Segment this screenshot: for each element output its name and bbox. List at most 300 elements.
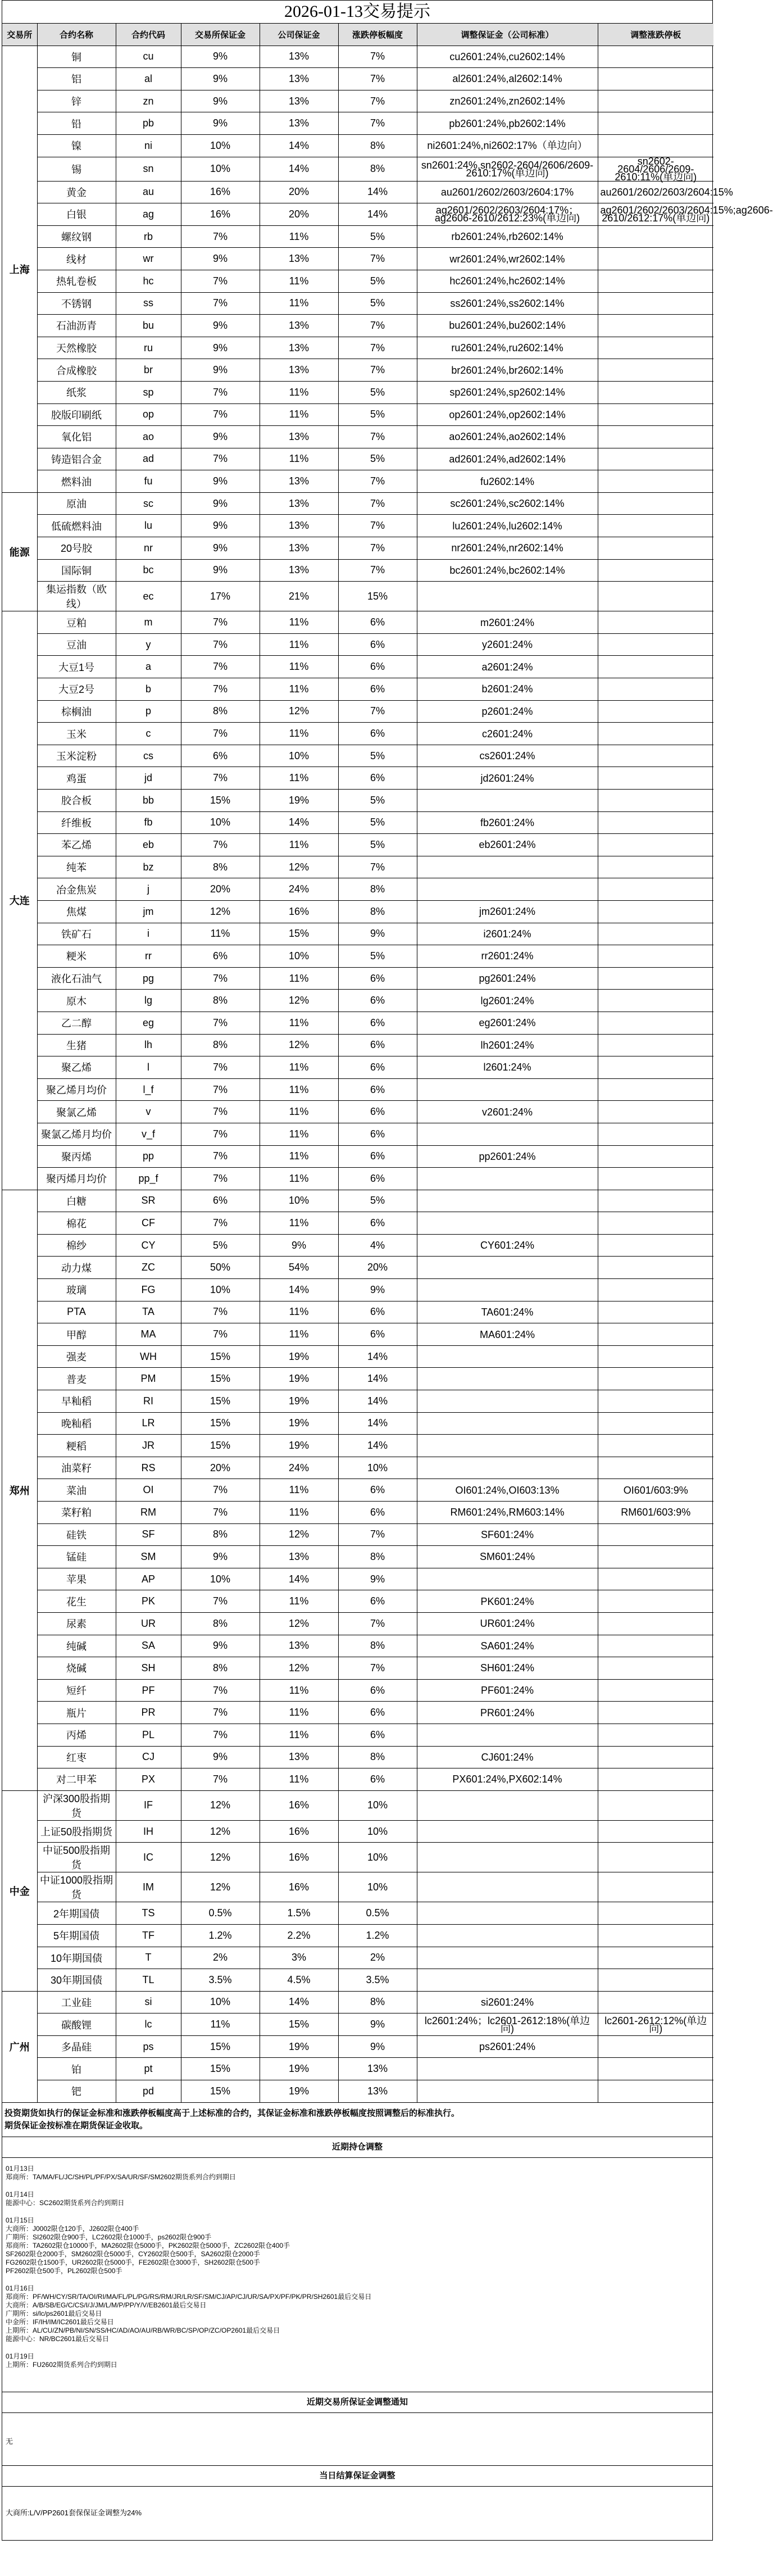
exchange-margin: 10% bbox=[181, 157, 260, 181]
company-margin: 4.5% bbox=[260, 1969, 338, 1992]
contract-code: v_f bbox=[116, 1123, 181, 1145]
margin-adjust bbox=[417, 1412, 598, 1435]
price-limit: 14% bbox=[338, 1435, 417, 1457]
price-limit: 6% bbox=[338, 723, 417, 745]
exchange-margin: 20% bbox=[181, 878, 260, 901]
exchange-cell: 能源 bbox=[2, 492, 37, 611]
exchange-margin: 7% bbox=[181, 1679, 260, 1702]
exchange-margin: 7% bbox=[181, 1078, 260, 1101]
company-margin: 13% bbox=[260, 359, 338, 382]
margin-adjust: lc2601:24%；lc2601-2612:18%(单边向) bbox=[417, 2013, 598, 2036]
limit-adjust bbox=[598, 1435, 713, 1457]
table-row bbox=[2, 1212, 713, 1235]
contract-name: 合成橡胶 bbox=[37, 359, 116, 382]
contract-name: 乙二醇 bbox=[37, 1012, 116, 1034]
contract-name: 纸浆 bbox=[37, 381, 116, 403]
table-row bbox=[2, 359, 713, 382]
exchange-margin: 3.5% bbox=[181, 1969, 260, 1992]
contract-code: lh bbox=[116, 1034, 181, 1056]
table-row bbox=[2, 700, 713, 723]
table-row bbox=[2, 678, 713, 701]
company-margin: 3% bbox=[260, 1947, 338, 1969]
company-margin: 11% bbox=[260, 1590, 338, 1613]
limit-adjust bbox=[598, 1902, 713, 1925]
margin-adjust: m2601:24% bbox=[417, 611, 598, 634]
company-margin: 11% bbox=[260, 292, 338, 315]
contract-code: TS bbox=[116, 1902, 181, 1925]
price-limit: 5% bbox=[338, 834, 417, 856]
company-margin: 13% bbox=[260, 1635, 338, 1657]
limit-adjust: RM601/603:9% bbox=[598, 1502, 713, 1524]
contract-code: eg bbox=[116, 1012, 181, 1034]
contract-code: bz bbox=[116, 856, 181, 878]
exchange-cell: 中金 bbox=[2, 1790, 37, 1991]
limit-adjust bbox=[598, 112, 713, 135]
contract-name: 生猪 bbox=[37, 1034, 116, 1056]
table-row bbox=[2, 403, 713, 426]
contract-name: PTA bbox=[37, 1301, 116, 1323]
table-row bbox=[2, 337, 713, 359]
company-margin: 13% bbox=[260, 1746, 338, 1768]
table-row bbox=[2, 1820, 713, 1843]
contract-code: b bbox=[116, 678, 181, 701]
recent-line: 上期所：AL/CU/ZN/PB/NI/SN/SS/HC/AD/AO/AU/RB/WR/BC/SP/OP/ZC/OP2601最后交易日 bbox=[6, 2326, 280, 2334]
price-limit: 14% bbox=[338, 1390, 417, 1413]
company-margin: 12% bbox=[260, 1612, 338, 1635]
limit-adjust bbox=[598, 270, 713, 292]
recent-line: 郑商所：TA/MA/FL/JC/SH/PL/PF/PX/SA/UR/SF/SM2602期货系列合约到期日 bbox=[6, 2173, 236, 2181]
exchange-margin: 9% bbox=[181, 492, 260, 515]
contract-name: 聚丙烯月均价 bbox=[37, 1168, 116, 1190]
table-row bbox=[2, 1768, 713, 1791]
exchange-margin: 9% bbox=[181, 90, 260, 112]
price-limit: 8% bbox=[338, 1546, 417, 1568]
price-limit: 5% bbox=[338, 745, 417, 767]
price-limit: 6% bbox=[338, 1212, 417, 1235]
recent-line: 中金所：IF/IH/IM/IC2601最后交易日 bbox=[6, 2318, 114, 2326]
limit-adjust: sn2602-2604/2606/2609-2610:11%(单边向) bbox=[598, 157, 713, 181]
margin-adjust bbox=[417, 1345, 598, 1368]
contract-code: PM bbox=[116, 1368, 181, 1390]
recent-line: 大商所：J0002限仓120手，J2602限仓400手 bbox=[6, 2224, 139, 2233]
price-limit: 7% bbox=[338, 559, 417, 582]
contract-code: eb bbox=[116, 834, 181, 856]
company-margin: 10% bbox=[260, 745, 338, 767]
contract-name: 沪深300股指期货 bbox=[37, 1790, 116, 1820]
recent-group bbox=[6, 2284, 709, 2343]
exchange-margin: 12% bbox=[181, 1872, 260, 1902]
price-limit: 5% bbox=[338, 448, 417, 470]
exchange-margin: 9% bbox=[181, 68, 260, 90]
contract-code: RM bbox=[116, 1502, 181, 1524]
margin-adjust: SH601:24% bbox=[417, 1657, 598, 1680]
limit-adjust bbox=[598, 1635, 713, 1657]
contract-name: 短纤 bbox=[37, 1679, 116, 1702]
company-margin: 14% bbox=[260, 157, 338, 181]
contract-code: i bbox=[116, 923, 181, 945]
recent-line: 广期所：si/lc/ps2601最后交易日 bbox=[6, 2309, 102, 2318]
table-row bbox=[2, 248, 713, 270]
table-row bbox=[2, 1502, 713, 1524]
company-margin: 14% bbox=[260, 811, 338, 834]
contract-name: 花生 bbox=[37, 1590, 116, 1613]
margin-adjust: v2601:24% bbox=[417, 1101, 598, 1123]
company-margin: 13% bbox=[260, 470, 338, 493]
limit-adjust bbox=[598, 900, 713, 923]
contract-name: 豆粕 bbox=[37, 611, 116, 634]
limit-adjust bbox=[598, 426, 713, 448]
exchange-margin: 15% bbox=[181, 790, 260, 812]
limit-adjust bbox=[598, 1301, 713, 1323]
price-limit: 6% bbox=[338, 1123, 417, 1145]
limit-adjust bbox=[598, 559, 713, 582]
price-limit: 14% bbox=[338, 1368, 417, 1390]
table-row bbox=[2, 1234, 713, 1257]
limit-adjust bbox=[598, 1390, 713, 1413]
exchange-margin: 15% bbox=[181, 2080, 260, 2103]
price-limit: 6% bbox=[338, 1168, 417, 1190]
margin-adjust: lu2601:24%,lu2602:14% bbox=[417, 515, 598, 537]
contract-name: 液化石油气 bbox=[37, 967, 116, 990]
exchange-margin: 7% bbox=[181, 1323, 260, 1346]
exchange-margin: 5% bbox=[181, 1234, 260, 1257]
price-limit: 14% bbox=[338, 1345, 417, 1368]
contract-code: RI bbox=[116, 1390, 181, 1413]
table-row bbox=[2, 878, 713, 901]
contract-code: IM bbox=[116, 1872, 181, 1902]
limit-adjust bbox=[598, 1991, 713, 2013]
today-adjust-title: 当日结算保证金调整 bbox=[2, 2466, 712, 2487]
contract-code: PF bbox=[116, 1679, 181, 1702]
limit-adjust bbox=[598, 967, 713, 990]
limit-adjust bbox=[598, 1546, 713, 1568]
contract-code: SM bbox=[116, 1546, 181, 1568]
price-limit: 14% bbox=[338, 181, 417, 203]
margin-adjust: PX601:24%,PX602:14% bbox=[417, 1768, 598, 1791]
margin-adjust bbox=[417, 1368, 598, 1390]
price-limit: 5% bbox=[338, 790, 417, 812]
price-limit: 0.5% bbox=[338, 1902, 417, 1925]
margin-adjust bbox=[417, 878, 598, 901]
contract-code: T bbox=[116, 1947, 181, 1969]
company-margin: 19% bbox=[260, 2080, 338, 2103]
exchange-margin: 10% bbox=[181, 134, 260, 157]
price-limit: 13% bbox=[338, 2080, 417, 2103]
margin-adjust: RM601:24%,RM603:14% bbox=[417, 1502, 598, 1524]
contract-code: sp bbox=[116, 381, 181, 403]
margin-adjust: ad2601:24%,ad2602:14% bbox=[417, 448, 598, 470]
price-limit: 9% bbox=[338, 2013, 417, 2036]
exchange-margin: 11% bbox=[181, 2013, 260, 2036]
price-limit: 10% bbox=[338, 1790, 417, 1820]
margin-adjust: lh2601:24% bbox=[417, 1034, 598, 1056]
price-limit: 8% bbox=[338, 1635, 417, 1657]
limit-adjust bbox=[598, 1368, 713, 1390]
price-limit: 7% bbox=[338, 856, 417, 878]
contract-code: a bbox=[116, 656, 181, 678]
exchange-margin: 7% bbox=[181, 403, 260, 426]
limit-adjust bbox=[598, 1190, 713, 1212]
recent-line: 上期所：FU2602期货系列合约到期日 bbox=[6, 2360, 117, 2369]
exchange-cell: 广州 bbox=[2, 1991, 37, 2102]
exchange-margin: 7% bbox=[181, 270, 260, 292]
company-margin: 1.5% bbox=[260, 1902, 338, 1925]
company-margin: 13% bbox=[260, 90, 338, 112]
margin-adjust bbox=[417, 2080, 598, 2103]
table-row bbox=[2, 1012, 713, 1034]
margin-adjust bbox=[417, 1790, 598, 1820]
recent-adjust-list bbox=[2, 2158, 712, 2392]
price-limit: 6% bbox=[338, 1056, 417, 1079]
price-limit: 9% bbox=[338, 1279, 417, 1301]
contract-code: TL bbox=[116, 1969, 181, 1992]
limit-adjust bbox=[598, 1612, 713, 1635]
company-margin: 11% bbox=[260, 1056, 338, 1079]
contract-code: pp bbox=[116, 1145, 181, 1168]
exchange-margin: 9% bbox=[181, 315, 260, 337]
exchange-margin: 12% bbox=[181, 1790, 260, 1820]
contract-name: 豆油 bbox=[37, 633, 116, 656]
limit-adjust bbox=[598, 1101, 713, 1123]
margin-adjust: eb2601:24% bbox=[417, 834, 598, 856]
table-row bbox=[2, 515, 713, 537]
company-margin: 11% bbox=[260, 767, 338, 790]
price-limit: 6% bbox=[338, 633, 417, 656]
company-margin: 11% bbox=[260, 381, 338, 403]
company-margin: 11% bbox=[260, 1323, 338, 1346]
price-limit: 7% bbox=[338, 1523, 417, 1546]
margin-adjust: PF601:24% bbox=[417, 1679, 598, 1702]
table-row bbox=[2, 1145, 713, 1168]
company-margin: 21% bbox=[260, 582, 338, 611]
contract-code: pp_f bbox=[116, 1168, 181, 1190]
exchange-margin: 7% bbox=[181, 381, 260, 403]
contract-name: 红枣 bbox=[37, 1746, 116, 1768]
contract-code: fb bbox=[116, 811, 181, 834]
exchange-margin: 6% bbox=[181, 745, 260, 767]
price-limit: 7% bbox=[338, 537, 417, 560]
contract-code: WH bbox=[116, 1345, 181, 1368]
company-margin: 11% bbox=[260, 1123, 338, 1145]
contract-code: ps bbox=[116, 2035, 181, 2058]
recent-line: 郑商所：PF/WH/CY/SR/TA/OI/RI/MA/FL/PL/PG/RS/RM/JR/LR/SF/SM/CJ/AP/CJ/UR/SA/PX/PF/PK/PR/SH2601最后交易日 bbox=[6, 2292, 372, 2301]
price-limit: 7% bbox=[338, 426, 417, 448]
margin-adjust: lg2601:24% bbox=[417, 990, 598, 1012]
exchange-margin: 7% bbox=[181, 834, 260, 856]
contract-code: lu bbox=[116, 515, 181, 537]
table-row bbox=[2, 1724, 713, 1746]
company-margin: 11% bbox=[260, 1212, 338, 1235]
company-margin: 11% bbox=[260, 1479, 338, 1502]
limit-adjust bbox=[598, 1947, 713, 1969]
recent-group bbox=[6, 2165, 709, 2182]
table-row bbox=[2, 1991, 713, 2013]
price-limit: 7% bbox=[338, 1657, 417, 1680]
company-margin: 15% bbox=[260, 923, 338, 945]
exchange-margin: 7% bbox=[181, 1768, 260, 1791]
margin-adjust: cs2601:24% bbox=[417, 745, 598, 767]
price-limit: 14% bbox=[338, 1412, 417, 1435]
table-row bbox=[2, 856, 713, 878]
company-margin: 12% bbox=[260, 1034, 338, 1056]
company-margin: 16% bbox=[260, 1790, 338, 1820]
company-margin: 14% bbox=[260, 1568, 338, 1590]
margin-adjust: pg2601:24% bbox=[417, 967, 598, 990]
price-limit: 7% bbox=[338, 492, 417, 515]
table-row bbox=[2, 1523, 713, 1546]
exchange-margin: 7% bbox=[181, 723, 260, 745]
recent-group bbox=[6, 2190, 709, 2207]
company-margin: 11% bbox=[260, 656, 338, 678]
limit-adjust bbox=[598, 292, 713, 315]
limit-adjust bbox=[598, 1843, 713, 1872]
limit-adjust bbox=[598, 1724, 713, 1746]
contract-code: IC bbox=[116, 1843, 181, 1872]
contract-code: rr bbox=[116, 945, 181, 968]
contract-name: 天然橡胶 bbox=[37, 337, 116, 359]
contract-name: 玉米淀粉 bbox=[37, 745, 116, 767]
price-limit: 6% bbox=[338, 656, 417, 678]
table-row bbox=[2, 90, 713, 112]
contract-name: 铜 bbox=[37, 46, 116, 68]
exchange-margin: 0.5% bbox=[181, 1902, 260, 1925]
exchange-margin: 7% bbox=[181, 1123, 260, 1145]
margin-adjust: MA601:24% bbox=[417, 1323, 598, 1346]
exchange-margin: 15% bbox=[181, 1435, 260, 1457]
price-limit: 6% bbox=[338, 1724, 417, 1746]
price-limit: 7% bbox=[338, 470, 417, 493]
exchange-cell: 郑州 bbox=[2, 1190, 37, 1790]
exchange-margin: 7% bbox=[181, 1012, 260, 1034]
company-margin: 19% bbox=[260, 790, 338, 812]
exchange-margin: 7% bbox=[181, 1145, 260, 1168]
company-margin: 14% bbox=[260, 1991, 338, 2013]
contract-name: 黄金 bbox=[37, 181, 116, 203]
contract-code: PL bbox=[116, 1724, 181, 1746]
margin-adjust: PK601:24% bbox=[417, 1590, 598, 1613]
limit-adjust bbox=[598, 515, 713, 537]
contract-code: TA bbox=[116, 1301, 181, 1323]
exchange-margin: 8% bbox=[181, 700, 260, 723]
limit-adjust bbox=[598, 1412, 713, 1435]
margin-adjust: fb2601:24% bbox=[417, 811, 598, 834]
exchange-margin: 8% bbox=[181, 1612, 260, 1635]
limit-adjust bbox=[598, 1078, 713, 1101]
col-header: 公司保证金 bbox=[260, 24, 338, 46]
price-limit: 10% bbox=[338, 1872, 417, 1902]
table-row bbox=[2, 723, 713, 745]
table-row bbox=[2, 2080, 713, 2103]
contract-name: 低硫燃料油 bbox=[37, 515, 116, 537]
contract-code: zn bbox=[116, 90, 181, 112]
company-margin: 16% bbox=[260, 1872, 338, 1902]
contract-code: PX bbox=[116, 1768, 181, 1791]
limit-adjust bbox=[598, 1523, 713, 1546]
margin-adjust: sn2601:24%,sn2602-2604/2606/2609-2610:17%(单边向) bbox=[417, 157, 598, 181]
price-limit: 6% bbox=[338, 1590, 417, 1613]
contract-code: p bbox=[116, 700, 181, 723]
table-row bbox=[2, 1257, 713, 1279]
contract-name: 中证1000股指期货 bbox=[37, 1872, 116, 1902]
contract-name: 鸡蛋 bbox=[37, 767, 116, 790]
contract-name: 石油沥青 bbox=[37, 315, 116, 337]
limit-adjust bbox=[598, 1323, 713, 1346]
margin-adjust: wr2601:24%,wr2602:14% bbox=[417, 248, 598, 270]
margin-adjust: rb2601:24%,rb2602:14% bbox=[417, 225, 598, 248]
contract-name: 热轧卷板 bbox=[37, 270, 116, 292]
exchange-margin: 7% bbox=[181, 767, 260, 790]
limit-adjust bbox=[598, 1746, 713, 1768]
contract-name: 玉米 bbox=[37, 723, 116, 745]
margin-adjust bbox=[417, 1123, 598, 1145]
limit-adjust: OI601/603:9% bbox=[598, 1479, 713, 1502]
contract-code: OI bbox=[116, 1479, 181, 1502]
contract-code: IH bbox=[116, 1820, 181, 1843]
contract-code: SF bbox=[116, 1523, 181, 1546]
exchange-margin: 20% bbox=[181, 1457, 260, 1479]
company-margin: 12% bbox=[260, 1523, 338, 1546]
exchange-margin: 1.2% bbox=[181, 1924, 260, 1947]
company-margin: 16% bbox=[260, 1820, 338, 1843]
price-limit: 5% bbox=[338, 270, 417, 292]
contract-name: 锌 bbox=[37, 90, 116, 112]
contract-code: fu bbox=[116, 470, 181, 493]
contract-code: lg bbox=[116, 990, 181, 1012]
contract-code: SA bbox=[116, 1635, 181, 1657]
table-row bbox=[2, 203, 713, 226]
contract-name: 冶金焦炭 bbox=[37, 878, 116, 901]
contract-name: 氧化铝 bbox=[37, 426, 116, 448]
price-limit: 5% bbox=[338, 1190, 417, 1212]
price-limit: 6% bbox=[338, 1702, 417, 1724]
exchange-margin: 2% bbox=[181, 1947, 260, 1969]
margin-adjust: zn2601:24%,zn2602:14% bbox=[417, 90, 598, 112]
exchange-margin: 8% bbox=[181, 856, 260, 878]
company-margin: 11% bbox=[260, 1702, 338, 1724]
exchange-margin: 9% bbox=[181, 46, 260, 68]
exchange-margin: 12% bbox=[181, 1820, 260, 1843]
contract-code: JR bbox=[116, 1435, 181, 1457]
col-header: 涨跌停板幅度 bbox=[338, 24, 417, 46]
margin-adjust bbox=[417, 1435, 598, 1457]
exchange-margin: 7% bbox=[181, 1301, 260, 1323]
contract-name: 纤维板 bbox=[37, 811, 116, 834]
limit-adjust bbox=[598, 723, 713, 745]
company-margin: 13% bbox=[260, 537, 338, 560]
company-margin: 11% bbox=[260, 1078, 338, 1101]
exchange-margin: 12% bbox=[181, 1843, 260, 1872]
contract-name: 中证500股指期货 bbox=[37, 1843, 116, 1872]
company-margin: 12% bbox=[260, 700, 338, 723]
exchange-margin: 15% bbox=[181, 1390, 260, 1413]
price-limit: 4% bbox=[338, 1234, 417, 1257]
company-margin: 11% bbox=[260, 611, 338, 634]
company-margin: 16% bbox=[260, 1843, 338, 1872]
limit-adjust bbox=[598, 248, 713, 270]
table-row bbox=[2, 1301, 713, 1323]
margin-adjust bbox=[417, 1724, 598, 1746]
limit-adjust bbox=[598, 1168, 713, 1190]
table-row bbox=[2, 1590, 713, 1613]
contract-code: FG bbox=[116, 1279, 181, 1301]
col-header: 交易所保证金 bbox=[181, 24, 260, 46]
margin-adjust: UR601:24% bbox=[417, 1612, 598, 1635]
contract-code: CF bbox=[116, 1212, 181, 1235]
table-row bbox=[2, 1568, 713, 1590]
exchange-margin: 7% bbox=[181, 1101, 260, 1123]
contract-name: 集运指数（欧线） bbox=[37, 582, 116, 611]
table-row bbox=[2, 1323, 713, 1346]
